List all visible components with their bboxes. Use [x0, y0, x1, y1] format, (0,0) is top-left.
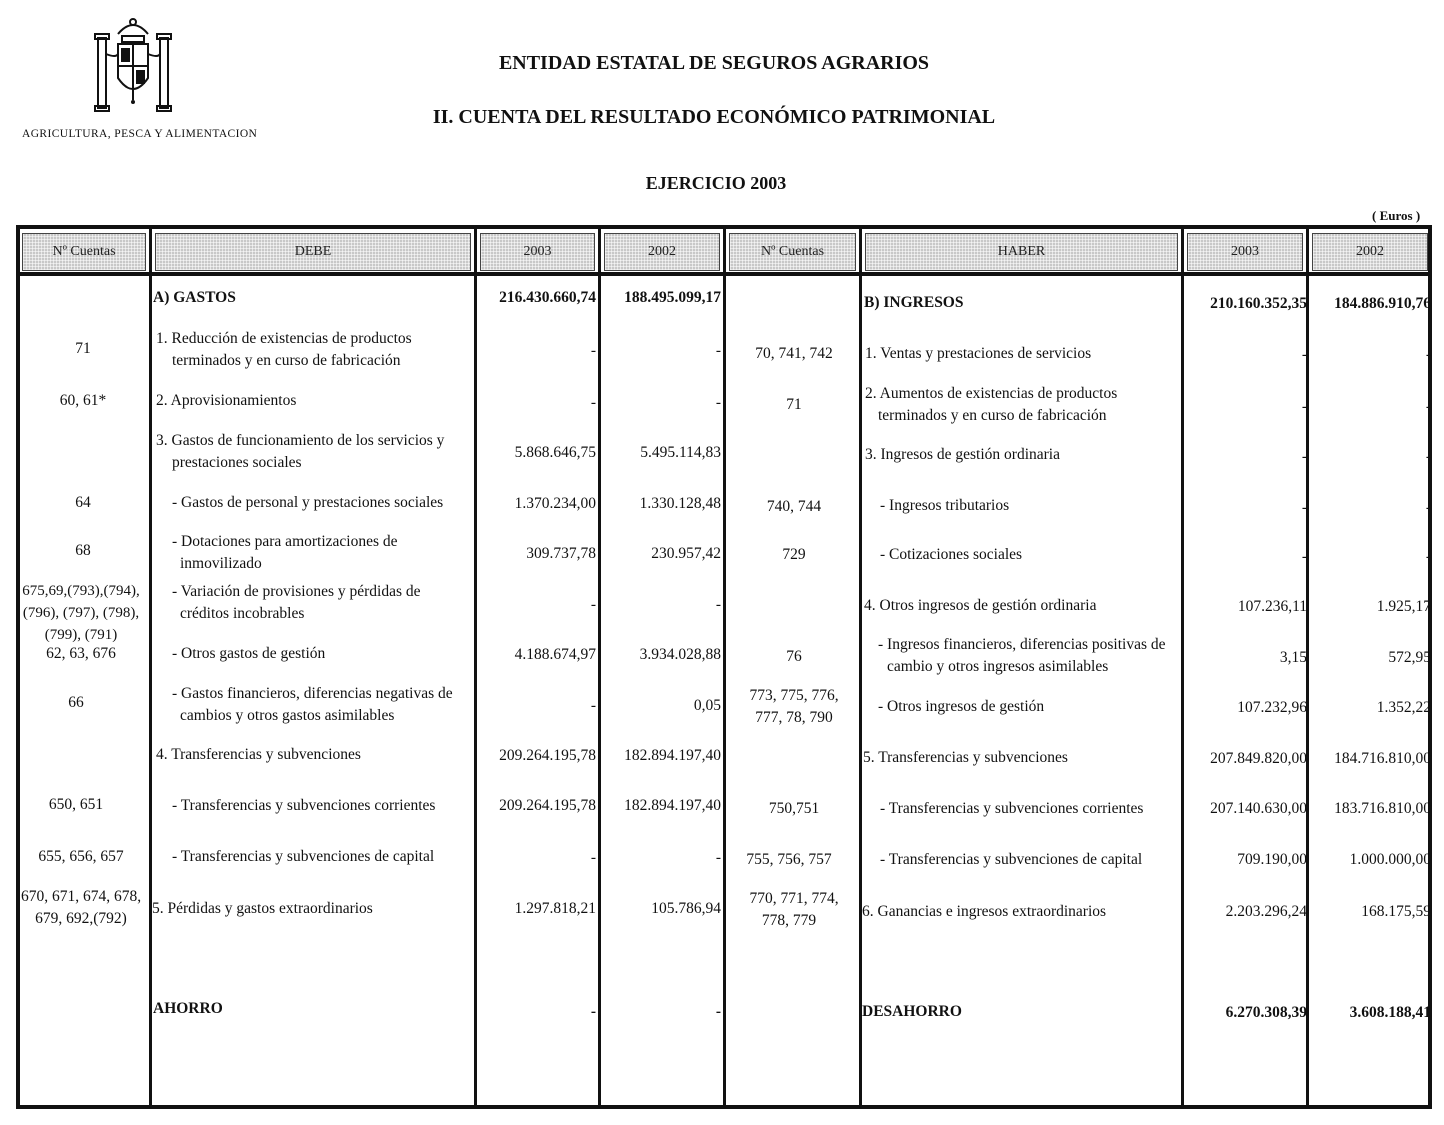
report-title: II. CUENTA DEL RESULTADO ECONÓMICO PATRIMONIAL	[432, 106, 996, 128]
debe-concept: A) GASTOS	[153, 289, 236, 306]
debe-concept: 2. Aprovisionamientos	[156, 392, 297, 409]
desahorro-value-2002: 3.608.188,41	[1349, 1004, 1431, 1021]
haber-value-2003: -	[1301, 346, 1307, 363]
debe-value-2003: -	[590, 849, 596, 866]
exercise-title: EJERCICIO 2003	[645, 173, 787, 193]
haber-value-2002: 168.175,59	[1361, 903, 1431, 920]
debe-value-2002: 3.934.028,88	[639, 646, 721, 663]
haber-concept: cambio y otros ingresos asimilables	[887, 658, 1109, 675]
debe-concept: 4. Transferencias y subvenciones	[156, 746, 361, 763]
debe-concept: cambios y otros gastos asimilables	[180, 707, 395, 724]
haber-concept: terminados y en curso de fabricación	[878, 407, 1107, 424]
haber-accounts: 71	[786, 396, 802, 413]
debe-value-2003: 4.188.674,97	[514, 646, 596, 663]
debe-accounts: 60, 61*	[59, 392, 107, 409]
haber-concept: B) INGRESOS	[864, 294, 964, 311]
debe-accounts: 650, 651	[48, 796, 104, 813]
debe-concept: 5. Pérdidas y gastos extraordinarios	[152, 900, 373, 917]
debe-value-2002: -	[715, 849, 721, 866]
col-header-accounts: Nº Cuentas	[22, 233, 146, 271]
debe-concept: créditos incobrables	[180, 605, 305, 622]
haber-concept: 5. Transferencias y subvenciones	[863, 749, 1068, 766]
haber-concept: 6. Ganancias e ingresos extraordinarios	[862, 903, 1107, 920]
haber-value-2003: 107.236,11	[1237, 598, 1307, 615]
debe-concept: terminados y en curso de fabricación	[172, 352, 401, 369]
haber-concept: - Ingresos financieros, diferencias positivas de	[878, 636, 1166, 653]
haber-accounts: 777, 78, 790	[755, 709, 833, 726]
debe-value-2003: -	[590, 394, 596, 411]
debe-accounts: 679, 692,(792)	[35, 910, 127, 927]
haber-concept: - Ingresos tributarios	[880, 497, 1010, 514]
debe-accounts: 62, 63, 676	[46, 645, 116, 662]
debe-value-2002: -	[715, 596, 721, 613]
debe-concept: - Transferencias y subvenciones corrientes	[172, 797, 436, 814]
debe-value-2002: 1.330.128,48	[639, 495, 721, 512]
haber-value-2002: -	[1425, 448, 1431, 465]
debe-accounts: 64	[75, 494, 91, 511]
col-divider	[149, 225, 152, 1109]
haber-value-2003: -	[1301, 548, 1307, 565]
debe-value-2002: 182.894.197,40	[624, 797, 721, 814]
debe-concept: prestaciones sociales	[172, 454, 302, 471]
haber-value-2003: 207.140.630,00	[1210, 800, 1307, 817]
debe-value-2003: -	[590, 596, 596, 613]
debe-value-2003: 5.868.646,75	[514, 444, 596, 461]
haber-accounts: 770, 771, 774,	[749, 890, 839, 907]
haber-accounts: 76	[786, 648, 802, 665]
haber-concept: 3. Ingresos de gestión ordinaria	[865, 446, 1060, 463]
haber-concept: 2. Aumentos de existencias de productos	[865, 385, 1118, 402]
col-divider	[1181, 225, 1184, 1109]
haber-value-2002: -	[1425, 398, 1431, 415]
debe-accounts: 71	[75, 340, 91, 357]
entity-title: ENTIDAD ESTATAL DE SEGUROS AGRARIOS	[498, 52, 930, 74]
debe-value-2003: 1.297.818,21	[514, 900, 596, 917]
debe-concept: - Gastos de personal y prestaciones sociales	[172, 494, 444, 511]
haber-value-2003: -	[1301, 398, 1307, 415]
debe-value-2003: -	[590, 342, 596, 359]
debe-concept: - Transferencias y subvenciones de capital	[172, 848, 435, 865]
debe-concept: - Gastos financieros, diferencias negativas de	[172, 685, 453, 702]
col-header-2002: 2002	[604, 233, 720, 271]
haber-value-2002: 184.716.810,00	[1334, 750, 1431, 767]
haber-value-2003: 709.190,00	[1237, 851, 1307, 868]
debe-value-2003: 216.430.660,74	[499, 289, 596, 306]
units-label: ( Euros )	[1372, 208, 1421, 223]
debe-value-2003: -	[590, 697, 596, 714]
debe-concept: 1. Reducción de existencias de productos	[156, 330, 412, 347]
debe-accounts: 655, 656, 657	[38, 848, 124, 865]
col-header-2003-haber: 2003	[1187, 233, 1303, 271]
col-header-debe: DEBE	[155, 233, 471, 271]
desahorro-label: DESAHORRO	[862, 1003, 962, 1020]
haber-accounts: 729	[782, 546, 806, 563]
haber-value-2003: 210.160.352,35	[1210, 295, 1307, 312]
debe-value-2003: 309.737,78	[526, 545, 596, 562]
haber-value-2003: 207.849.820,00	[1210, 750, 1307, 767]
haber-concept: - Transferencias y subvenciones de capital	[880, 851, 1143, 868]
haber-value-2003: 3,15	[1279, 649, 1307, 666]
col-header-2002-haber: 2002	[1312, 233, 1428, 271]
debe-value-2002: -	[715, 394, 721, 411]
haber-value-2003: -	[1301, 448, 1307, 465]
debe-concept: - Otros gastos de gestión	[172, 645, 326, 662]
debe-value-2002: 182.894.197,40	[624, 747, 721, 764]
haber-concept: 4. Otros ingresos de gestión ordinaria	[864, 597, 1097, 614]
haber-concept: 1. Ventas y prestaciones de servicios	[865, 345, 1092, 362]
debe-value-2002: -	[715, 342, 721, 359]
debe-value-2002: 188.495.099,17	[624, 289, 721, 306]
ahorro-value-2003: -	[590, 1003, 596, 1020]
debe-value-2002: 5.495.114,83	[640, 444, 721, 461]
col-header-haber: HABER	[865, 233, 1178, 271]
haber-value-2002: 1.352,22	[1376, 699, 1431, 716]
debe-concept: - Dotaciones para amortizaciones de	[172, 533, 398, 550]
ahorro-label: AHORRO	[153, 1000, 223, 1017]
haber-value-2002: 183.716.810,00	[1334, 800, 1431, 817]
ahorro-value-2002: -	[715, 1003, 721, 1020]
ministry-name: AGRICULTURA, PESCA Y ALIMENTACION	[22, 128, 258, 140]
haber-accounts: 750,751	[768, 800, 820, 817]
col-divider	[474, 225, 477, 1109]
col-header-2003: 2003	[480, 233, 595, 271]
haber-accounts: 70, 741, 742	[755, 345, 833, 362]
debe-concept: - Variación de provisiones y pérdidas de	[172, 583, 421, 600]
debe-value-2003: 209.264.195,78	[499, 797, 596, 814]
haber-value-2002: 1.000.000,00	[1349, 851, 1431, 868]
haber-concept: - Otros ingresos de gestión	[878, 698, 1045, 715]
haber-value-2003: 2.203.296,24	[1225, 903, 1307, 920]
col-divider	[598, 225, 601, 1109]
debe-value-2002: 0,05	[693, 697, 721, 714]
haber-concept: - Transferencias y subvenciones corrientes	[880, 800, 1144, 817]
debe-accounts: (796), (797), (798),	[22, 605, 140, 621]
debe-accounts: 670, 671, 674, 678,	[20, 888, 142, 905]
haber-value-2003: 107.232,96	[1237, 699, 1307, 716]
debe-value-2002: 230.957,42	[651, 545, 721, 562]
debe-concept: inmovilizado	[180, 555, 262, 572]
haber-value-2003: -	[1301, 499, 1307, 516]
debe-concept: 3. Gastos de funcionamiento de los servicios y	[156, 432, 445, 449]
debe-value-2003: 209.264.195,78	[499, 747, 596, 764]
haber-value-2002: -	[1425, 548, 1431, 565]
debe-value-2002: 105.786,94	[651, 900, 721, 917]
haber-accounts: 755, 756, 757	[746, 851, 832, 868]
haber-value-2002: -	[1425, 346, 1431, 363]
haber-accounts: 773, 775, 776,	[749, 687, 839, 704]
haber-accounts: 778, 779	[761, 912, 817, 929]
haber-value-2002: -	[1425, 499, 1431, 516]
haber-accounts: 740, 744	[766, 498, 822, 515]
debe-value-2003: 1.370.234,00	[514, 495, 596, 512]
desahorro-value-2003: 6.270.308,39	[1225, 1004, 1307, 1021]
col-divider	[723, 225, 726, 1109]
haber-value-2002: 184.886.910,76	[1334, 295, 1431, 312]
haber-concept: - Cotizaciones sociales	[880, 546, 1023, 563]
haber-value-2002: 1.925,17	[1376, 598, 1431, 615]
debe-accounts: 68	[75, 542, 91, 559]
haber-value-2002: 572,95	[1388, 649, 1431, 666]
debe-accounts: 675,69,(793),(794),	[22, 583, 140, 599]
debe-accounts: 66	[68, 694, 84, 711]
col-header-accounts-haber: Nº Cuentas	[729, 233, 856, 271]
debe-accounts: (799), (791)	[44, 627, 118, 643]
